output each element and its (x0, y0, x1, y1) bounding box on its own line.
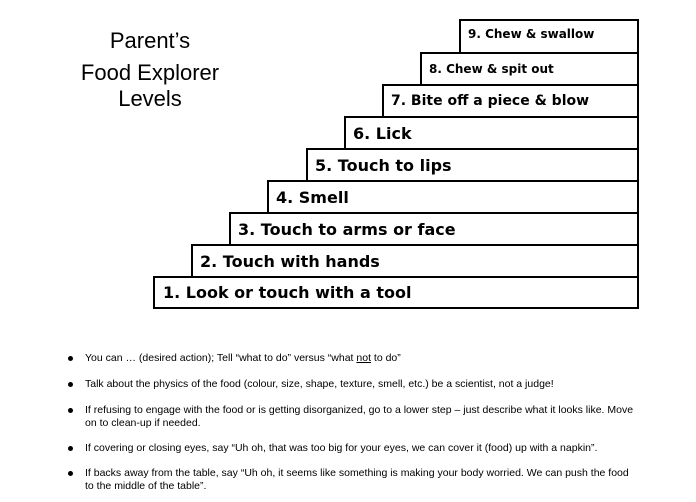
step-7: 7. Bite off a piece & blow (382, 84, 639, 118)
tip-item (66, 378, 636, 391)
step-1: 1. Look or touch with a tool (153, 276, 639, 309)
title-line-3: Levels (118, 86, 182, 111)
step-3: 3. Touch to arms or face (229, 212, 639, 246)
tip-text-post: to do” (371, 352, 401, 364)
tip-text-pre: You can … (desired action); Tell “what to do” versus “what (85, 352, 357, 364)
step-2: 2. Touch with hands (191, 244, 639, 278)
tip-text-underlined: not (356, 352, 371, 364)
step-9: 9. Chew & swallow (459, 19, 639, 54)
step-8: 8. Chew & spit out (420, 52, 639, 86)
step-6: 6. Lick (344, 116, 639, 150)
tip-text: If refusing to engage with the food or is getting disorganized, go to a lower step – just describe what it looks like. Move on to clean-up if needed. (85, 404, 634, 429)
tip-item (66, 442, 636, 455)
title-line-1: Parent’s (109, 28, 191, 53)
tips-list (66, 352, 636, 493)
step-5: 5. Touch to lips (306, 148, 639, 182)
title-line-2: Food Explorer (80, 60, 220, 85)
step-4: 4. Smell (267, 180, 639, 214)
tip-item (66, 467, 636, 493)
tip-text: Talk about the physics of the food (colour, size, shape, texture, smell, etc.) be a scientist, not a judge! (85, 378, 554, 390)
tip-item (66, 352, 636, 365)
tip-text: If backs away from the table, say “Uh oh, it seems like something is making your body worried. We can push the food to the middle of the table”. (85, 467, 629, 492)
tip-text: If covering or closing eyes, say “Uh oh, that was too big for your eyes, we can cover it (food) up with a napkin”. (85, 442, 598, 454)
tip-item (66, 404, 636, 430)
